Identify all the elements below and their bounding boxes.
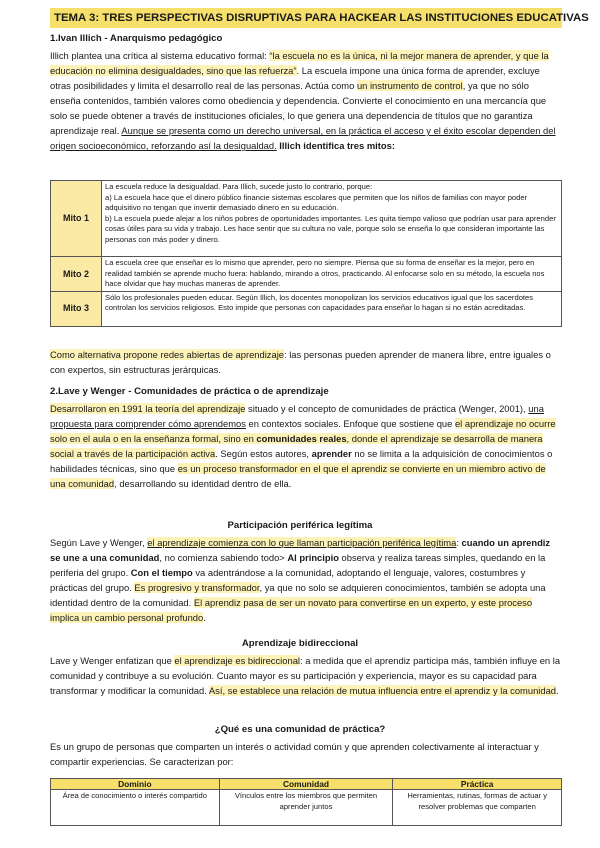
lw-highlight-1: Desarrollaron en 1991 la teoría del aprendizaje (50, 403, 246, 414)
illich-quote: “la escuela no es la única, ni la mejor manera de aprender, y que la educación no elimina desigualdades, sino que las refuerza” (50, 50, 549, 76)
lw-bold-2: comunidades reales (256, 433, 347, 444)
myth-label: Mito 3 (51, 291, 102, 326)
lw-text-4: no se limita a la adquisición de conocimientos o habilidades técnicas, sino que (50, 448, 553, 474)
myth-text: La escuela reduce la desigualdad. Para Illich, sucede justo lo contrario, porque: a) La escuela hace que el dinero público financie sistemas escolares que permiten que los niños de familias con mayor poder adquisitivo no tengan que invertir demasiado dinero en su educación. b) La escuela puede alejar a los niños pobres de oportunidades importantes. Les quita tiempo valioso que podrían usar para aprender cosas útiles para su vida y trabajo. Les hace sentir que su cultura no vale, porque solo se enseña lo que consideran importante las personas con más poder y dinero. (102, 181, 562, 257)
lw-underline-1: una propuesta para comprender cómo aprendemos (50, 403, 544, 429)
alternative-text: : las personas pueden aprender de manera libre, entre iguales o con expertos, sin estructuras jerárquicas. (50, 349, 551, 375)
table-row (51, 257, 562, 292)
bidirectional-heading: Aprendizaje bidireccional (241, 638, 359, 649)
pp-text-2: : (456, 537, 462, 548)
myth-text: La escuela cree que enseñar es lo mismo que aprender, pero no siempre. Piensa que su forma de enseñar es la mejor, pero en realidad también se aprende mucho fuera: hablando, mirando a otros, practicando. Al enfocarse solo en su método, la escuela nos hace olvidar que hay muchas maneras de aprender. (102, 257, 562, 292)
ab-text-1: Lave y Wenger enfatizan que (50, 655, 175, 666)
table-cell: Herramientas, rutinas, formas de actuar y resolver problemas que comparten (393, 790, 562, 826)
lave-wenger-paragraph (50, 401, 562, 491)
participation-heading: Participación periférica legítima (227, 520, 373, 531)
illich-text-3: , ya que no sólo enseña contenidos, también valores como obediencia y dependencia. Convierte el conocimiento en una mercancía que solo se puede obtener a través de instituciones oficiales, lo que genera una dependencia de títulos que no garantiza aprendizaje real. (50, 80, 547, 136)
lw-highlight-3: , donde el aprendizaje se desarrolla de manera social a través de la participación activa (50, 433, 543, 459)
community-table (50, 778, 562, 826)
table-cell: Vínculos entre los miembros que permiten aprender juntos (219, 790, 393, 826)
myth-text: Sólo los profesionales pueden educar. Según Illich, los docentes monopolizan los servicios educativos igual que los sacerdotes controlan los servicios religiosos. Esto impide que personas con capacidades para enseñar lo hagan si no están acreditadas. (102, 291, 562, 326)
pp-bold-1: cuando un aprendiz se une a una comunidad (50, 537, 551, 563)
section-1-heading: 1.Ivan Illich - Anarquismo pedagógico (50, 33, 223, 44)
lw-bold-3: aprender (311, 448, 352, 459)
bidirectional-paragraph (50, 653, 562, 698)
table-row (51, 790, 562, 826)
table-header: Comunidad (219, 779, 393, 790)
community-paragraph: Es un grupo de personas que comparten un interés o actividad común y que aprenden colectivamente al interactuar y compartir experiencias. Se caracterizan por: (50, 741, 539, 767)
illich-text-2: . La escuela impone una única forma de aprender, excluye otras posibilidades y limita el desarrollo real de las personas. Actúa como (50, 65, 540, 91)
lw-highlight-2: el aprendizaje no ocurre solo en el aula o en la enseñanza formal, sino en (50, 418, 556, 444)
pp-text-6: , ya que no solo se adquieren conocimientos, también se adopta una identidad dentro de la comunidad. (50, 582, 546, 608)
lw-text-1: situado y el concepto de comunidades de práctica (Wenger, 2001), (245, 403, 529, 414)
table-header-row (51, 779, 562, 790)
ab-text-2: : a medida que el aprendiz participa más, también influye en la comunidad y contribuye a su evolución. Cuanto mayor es su participación y experiencia, mayor es su capacidad para transformar y modificar la comunidad. (50, 655, 561, 696)
illich-underline: Aunque se presenta como un derecho universal, en la práctica el acceso y el éxito escolar dependen del origen socioeconómico, reforzando así la desigualdad. (50, 125, 556, 151)
pp-text-5: va adentrándose a la comunidad, adoptando el lenguaje, valores, costumbres y prácticas del grupo. (50, 567, 526, 593)
alternative-paragraph (50, 347, 562, 377)
illich-paragraph (50, 48, 562, 153)
myth-label: Mito 2 (51, 257, 102, 292)
lw-highlight-4: es un proceso transformador en el que el aprendiz se convierte en un miembro activo de una comunidad (50, 463, 546, 489)
pp-text-7: . (203, 612, 206, 623)
community-heading: ¿Qué es una comunidad de práctica? (214, 724, 386, 735)
ab-highlight-2: Así, se establece una relación de mutua influencia entre el aprendiz y la comunidad (208, 685, 557, 696)
ab-highlight-1: el aprendizaje es bidireccional (174, 655, 300, 666)
pp-text-4: observa y realiza tareas simples, quedando en la periferia del grupo. (50, 552, 546, 578)
ab-text-3: . (556, 685, 559, 696)
pp-highlight-2: Es progresivo y transformador (134, 582, 260, 593)
table-row (51, 291, 562, 326)
pp-text-1: Según Lave y Wenger, (50, 537, 148, 548)
lw-text-3: . Según estos autores, (215, 448, 312, 459)
alternative-highlight: Como alternativa propone redes abiertas de aprendizaje (50, 349, 284, 360)
participation-paragraph (50, 535, 562, 625)
pp-highlight-1: el aprendizaje comienza con lo que llaman participación periférica legítima (147, 537, 457, 548)
myths-table (50, 180, 562, 327)
table-header: Dominio (51, 779, 220, 790)
pp-bold-3: Con el tiempo (130, 567, 193, 578)
pp-highlight-3: El aprendiz pasa de ser un novato para convertirse en un experto, y este proceso implica un cambio personal profundo (50, 597, 533, 623)
table-cell: Área de conocimiento o interés compartido (51, 790, 220, 826)
lw-text-5: , desarrollando su identidad dentro de ella. (114, 478, 292, 489)
illich-control-highlight: un instrumento de control (356, 80, 463, 91)
lw-text-2: en contextos sociales. Enfoque que sostiene que (245, 418, 455, 429)
table-row (51, 181, 562, 257)
illich-text-1: Illich plantea una crítica al sistema educativo formal: (50, 50, 270, 61)
pp-text-3: , no comienza sabiendo todo> (159, 552, 288, 563)
section-2-heading: 2.Lave y Wenger - Comunidades de práctica o de aprendizaje (50, 386, 329, 397)
illich-myths-intro: Illich identifica tres mitos: (276, 140, 395, 151)
page-title: TEMA 3: TRES PERSPECTIVAS DISRUPTIVAS PARA HACKEAR LAS INSTITUCIONES EDUCATIVAS (50, 8, 562, 28)
pp-bold-2: Al principio (287, 552, 339, 563)
myth-label: Mito 1 (51, 181, 102, 257)
table-header: Práctica (393, 779, 562, 790)
